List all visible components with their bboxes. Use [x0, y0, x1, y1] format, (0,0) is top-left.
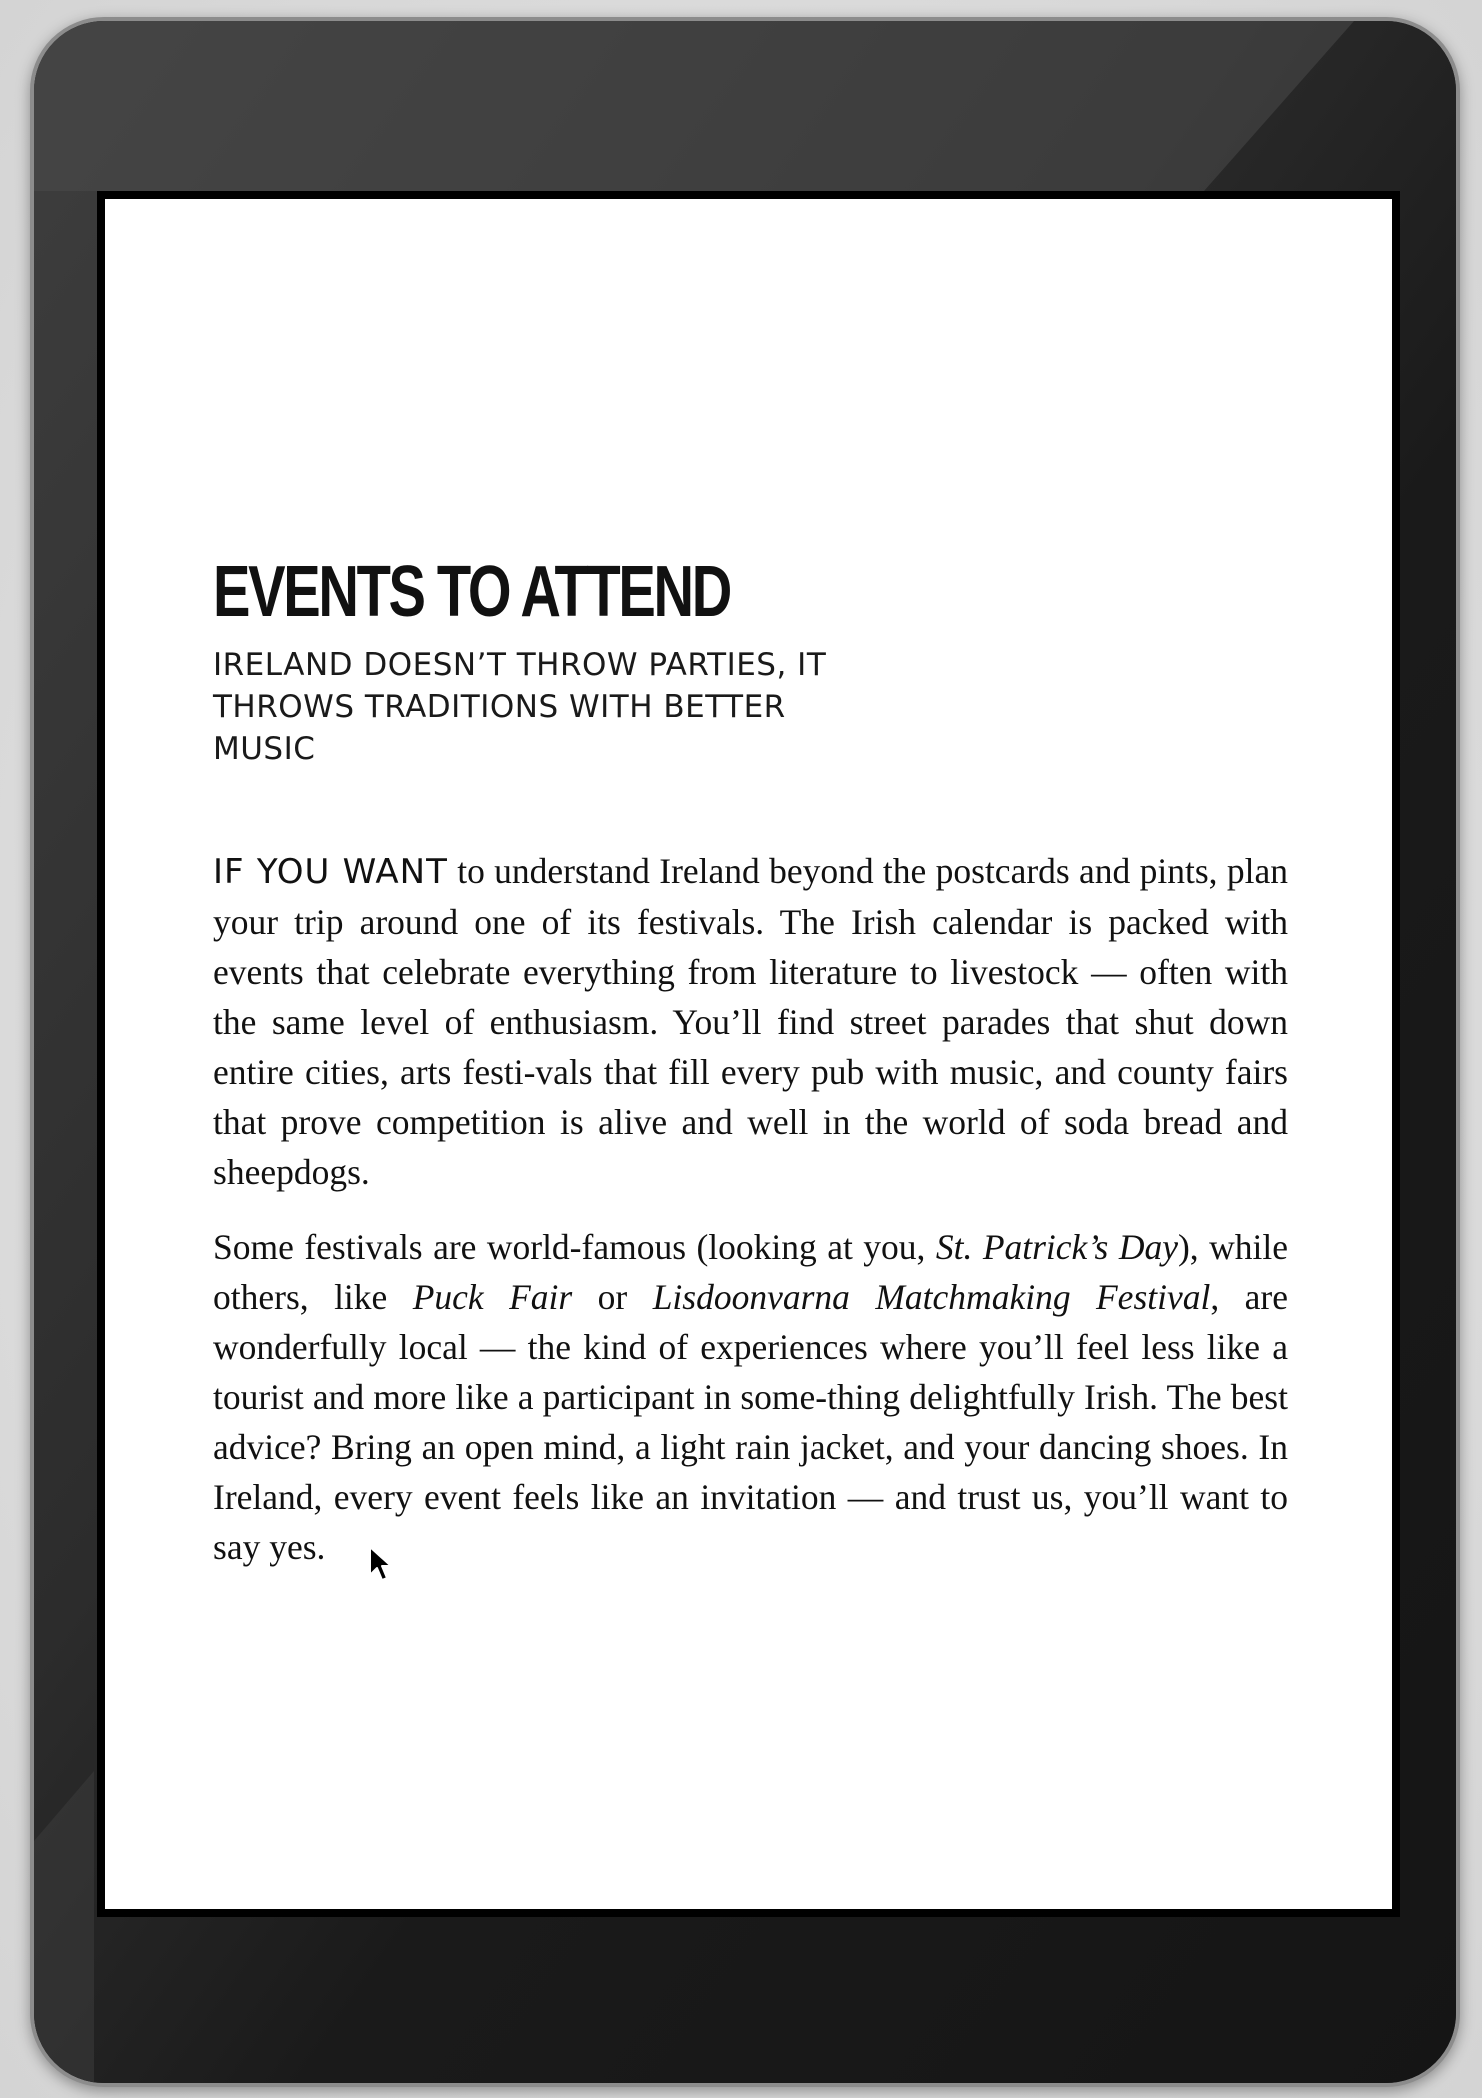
event-name-lisdoonvarna: Lisdoonvarna Matchmaking Festival — [652, 1277, 1211, 1317]
mouse-pointer-icon — [368, 1546, 392, 1582]
paragraph-2-text-d: , are wonderfully local — the kind of experiences where you’ll feel less like a tourist and more like a participant in some-thing delightfully Irish. The best advice? Bring an open mind, a light rain jacket, and your dancing shoes. In Ireland, every event feels like an invitation — and trust us, you’ll want to say yes. — [213, 1277, 1289, 1567]
paragraph-2-text-a: Some festivals are world-famous (looking at you, — [213, 1227, 936, 1267]
page-title: EVENTS TO ATTEND — [213, 552, 730, 632]
paragraph-2-text-b: ), while others, like — [213, 1227, 1288, 1317]
paragraph-lead-in: IF YOU WANT — [213, 852, 448, 892]
paragraph-1-text: to understand Ireland beyond the postcards and pints, plan your trip around one of its festivals. The Irish calendar is packed with events that celebrate everything from literature to livestock — often with the same level of enthusiasm. You’ll find street parades that shut down entire cities, arts festi-vals that fill every pub with music, and county fairs that prove competition is alive and well in the world of soda bread and sheepdogs. — [213, 851, 1288, 1192]
event-name-st-patricks: St. Patrick’s Day — [935, 1227, 1178, 1267]
tablet-device — [30, 17, 1460, 2087]
body-paragraph-1 — [213, 846, 1288, 1197]
body-paragraph-2 — [213, 1222, 1288, 1572]
paragraph-2-text-c: or — [572, 1277, 653, 1317]
screen-frame — [97, 191, 1400, 1917]
event-name-puck-fair: Puck Fair — [412, 1277, 573, 1317]
page-subtitle: IRELAND DOESN’T THROW PARTIES, IT THROWS TRADITIONS WITH BETTER MUSIC — [213, 647, 827, 767]
page-content — [213, 554, 1288, 1572]
ereader-page[interactable] — [105, 199, 1392, 1909]
